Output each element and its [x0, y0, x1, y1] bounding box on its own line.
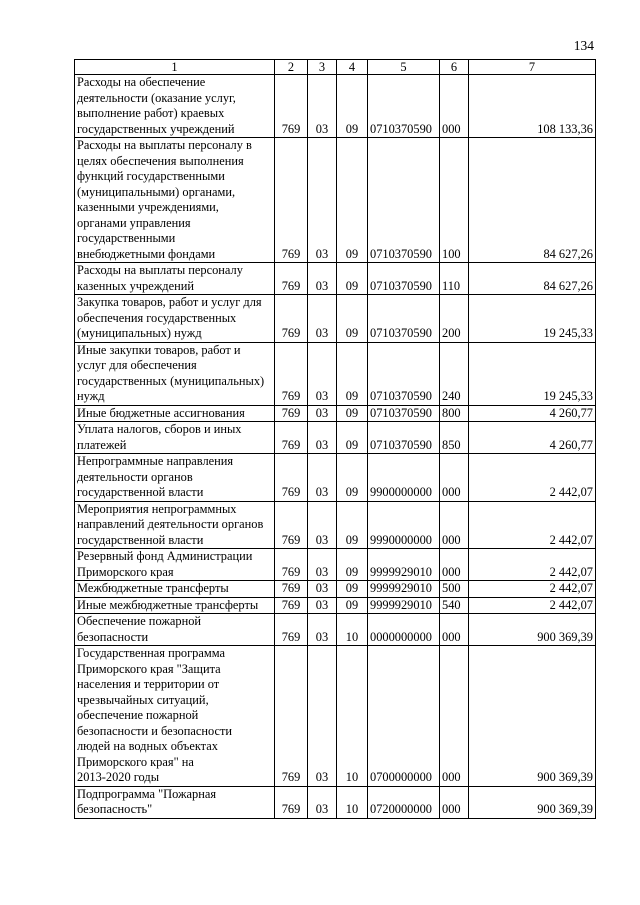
section-code-cell: 03 [308, 405, 337, 422]
row-name-line: Межбюджетные трансферты [77, 581, 229, 595]
row-name-cell [75, 454, 275, 502]
ministry-code-cell: 769 [275, 342, 308, 405]
ministry-code-cell: 769 [275, 501, 308, 549]
subsection-code-cell: 09 [337, 597, 368, 614]
row-name-line: обеспечение пожарной [77, 708, 199, 722]
row-name-line: Расходы на выплаты персоналу в [77, 138, 252, 152]
ministry-code-cell: 769 [275, 549, 308, 581]
row-name-cell [75, 597, 275, 614]
subsection-code-cell: 10 [337, 614, 368, 646]
subsection-code-cell: 10 [337, 646, 368, 787]
row-name-line: Закупка товаров, работ и услуг для [77, 295, 262, 309]
target-article-cell: 9900000000 [368, 454, 440, 502]
table-row [75, 614, 596, 646]
row-name-line: Иные межбюджетные трансферты [77, 597, 259, 612]
row-name-cell [75, 422, 275, 454]
subsection-code-cell: 09 [337, 75, 368, 138]
header-col-5: 5 [368, 60, 440, 75]
ministry-code-cell: 769 [275, 263, 308, 295]
row-name-cell [75, 405, 275, 422]
target-article-cell: 0710370590 [368, 75, 440, 138]
expense-type-cell: 100 [440, 138, 469, 263]
expense-type-cell: 000 [440, 501, 469, 549]
table-row [75, 263, 596, 295]
row-name-line: государственной власти [77, 485, 204, 499]
row-name-line: безопасности и безопасности [77, 723, 233, 738]
row-name-cell [75, 549, 275, 581]
row-name-line: нужд [77, 389, 105, 403]
row-name-line: услуг для обеспечения [77, 358, 197, 372]
row-name-line: (муниципальными) органами, [77, 184, 236, 199]
target-article-cell: 0710370590 [368, 342, 440, 405]
budget-table [74, 59, 596, 819]
section-code-cell: 03 [308, 786, 337, 818]
target-article-cell: 9999929010 [368, 581, 440, 598]
row-name-cell [75, 75, 275, 138]
amount-cell: 2 442,07 [469, 454, 596, 502]
header-col-2: 2 [275, 60, 308, 75]
row-name-line: направлений деятельности органов [77, 517, 264, 531]
row-name-line: населения и территории от [77, 677, 220, 691]
row-name-cell [75, 501, 275, 549]
subsection-code-cell: 10 [337, 786, 368, 818]
row-name-line: Государственная программа [77, 646, 225, 660]
table-row [75, 786, 596, 818]
row-name-line: безопасности [77, 629, 149, 644]
subsection-code-cell: 09 [337, 138, 368, 263]
ministry-code-cell: 769 [275, 581, 308, 598]
section-code-cell: 03 [308, 549, 337, 581]
row-name-line: Приморского края [77, 564, 174, 579]
row-name-line: обеспечения государственных [77, 310, 237, 325]
table-row [75, 454, 596, 502]
row-name-line: Приморского края" на [77, 754, 194, 769]
table-row [75, 405, 596, 422]
header-col-6: 6 [440, 60, 469, 75]
row-name-cell [75, 786, 275, 818]
row-name-line: Расходы на обеспечение [77, 75, 206, 89]
table-row [75, 75, 596, 138]
table-row [75, 295, 596, 343]
table-row [75, 138, 596, 263]
section-code-cell: 03 [308, 646, 337, 787]
amount-cell: 19 245,33 [469, 342, 596, 405]
target-article-cell: 0000000000 [368, 614, 440, 646]
ministry-code-cell: 769 [275, 614, 308, 646]
section-code-cell: 03 [308, 581, 337, 598]
row-name-line: органами управления [77, 215, 191, 230]
subsection-code-cell: 09 [337, 501, 368, 549]
expense-type-cell: 000 [440, 454, 469, 502]
table-body [75, 75, 596, 819]
row-name-line: деятельности (оказание услуг, [77, 90, 236, 105]
row-name-line: внебюджетными фондами [77, 246, 216, 261]
amount-cell: 900 369,39 [469, 786, 596, 818]
subsection-code-cell: 09 [337, 549, 368, 581]
ministry-code-cell: 769 [275, 75, 308, 138]
row-name-cell [75, 614, 275, 646]
subsection-code-cell: 09 [337, 405, 368, 422]
table-row [75, 597, 596, 614]
target-article-cell: 0710370590 [368, 422, 440, 454]
table-row [75, 549, 596, 581]
row-name-line: (муниципальных) нужд [77, 326, 202, 340]
row-name-line: людей на водных объектах [77, 739, 218, 753]
ministry-code-cell: 769 [275, 422, 308, 454]
target-article-cell: 0700000000 [368, 646, 440, 787]
row-name-line: функций государственными [77, 169, 225, 183]
row-name-line: выполнение работ) краевых [77, 106, 225, 120]
section-code-cell: 03 [308, 422, 337, 454]
ministry-code-cell: 769 [275, 646, 308, 787]
subsection-code-cell: 09 [337, 295, 368, 343]
row-name-line: государственными [77, 231, 176, 245]
section-code-cell: 03 [308, 614, 337, 646]
amount-cell: 2 442,07 [469, 581, 596, 598]
amount-cell: 900 369,39 [469, 614, 596, 646]
row-name-line: Приморского края "Защита [77, 661, 221, 676]
section-code-cell: 03 [308, 597, 337, 614]
amount-cell: 4 260,77 [469, 422, 596, 454]
subsection-code-cell: 09 [337, 422, 368, 454]
subsection-code-cell: 09 [337, 263, 368, 295]
ministry-code-cell: 769 [275, 138, 308, 263]
row-name-line: Расходы на выплаты персоналу [77, 263, 243, 277]
expense-type-cell: 800 [440, 405, 469, 422]
subsection-code-cell: 09 [337, 342, 368, 405]
section-code-cell: 03 [308, 342, 337, 405]
amount-cell: 19 245,33 [469, 295, 596, 343]
row-name-line: Мероприятия непрограммных [77, 501, 237, 516]
header-col-7: 7 [469, 60, 596, 75]
target-article-cell: 0720000000 [368, 786, 440, 818]
amount-cell: 84 627,26 [469, 138, 596, 263]
target-article-cell: 0710370590 [368, 263, 440, 295]
row-name-line: казенных учреждений [77, 278, 194, 293]
target-article-cell: 0710370590 [368, 138, 440, 263]
ministry-code-cell: 769 [275, 454, 308, 502]
page-number: 134 [573, 38, 594, 53]
table-row [75, 501, 596, 549]
target-article-cell: 0710370590 [368, 295, 440, 343]
row-name-cell [75, 263, 275, 295]
row-name-line: Уплата налогов, сборов и иных [77, 422, 242, 436]
expense-type-cell: 000 [440, 614, 469, 646]
row-name-line: деятельности органов [77, 469, 193, 484]
table-row [75, 646, 596, 787]
amount-cell: 4 260,77 [469, 405, 596, 422]
target-article-cell: 9990000000 [368, 501, 440, 549]
table-header-row [75, 60, 596, 75]
row-name-line: безопасность" [77, 802, 153, 816]
expense-type-cell: 850 [440, 422, 469, 454]
row-name-line: Иные бюджетные ассигнования [77, 405, 245, 420]
expense-type-cell: 000 [440, 75, 469, 138]
target-article-cell: 9999929010 [368, 549, 440, 581]
ministry-code-cell: 769 [275, 597, 308, 614]
table-row [75, 422, 596, 454]
ministry-code-cell: 769 [275, 405, 308, 422]
section-code-cell: 03 [308, 75, 337, 138]
row-name-line: целях обеспечения выполнения [77, 153, 244, 168]
amount-cell: 2 442,07 [469, 597, 596, 614]
section-code-cell: 03 [308, 295, 337, 343]
expense-type-cell: 110 [440, 263, 469, 295]
table-row [75, 581, 596, 598]
section-code-cell: 03 [308, 263, 337, 295]
subsection-code-cell: 09 [337, 454, 368, 502]
row-name-line: 2013-2020 годы [77, 770, 160, 784]
amount-cell: 2 442,07 [469, 549, 596, 581]
target-article-cell: 0710370590 [368, 405, 440, 422]
row-name-line: казенными учреждениями, [77, 200, 219, 214]
row-name-cell [75, 138, 275, 263]
row-name-line: государственной власти [77, 532, 204, 547]
subsection-code-cell: 09 [337, 581, 368, 598]
row-name-line: Непрограммные направления [77, 454, 234, 468]
row-name-line: Иные закупки товаров, работ и [77, 342, 241, 357]
expense-type-cell: 500 [440, 581, 469, 598]
expense-type-cell: 000 [440, 786, 469, 818]
expense-type-cell: 240 [440, 342, 469, 405]
row-name-line: Резервный фонд Администрации [77, 549, 253, 563]
amount-cell: 84 627,26 [469, 263, 596, 295]
row-name-line: Подпрограмма "Пожарная [77, 786, 217, 801]
amount-cell: 900 369,39 [469, 646, 596, 787]
target-article-cell: 9999929010 [368, 597, 440, 614]
ministry-code-cell: 769 [275, 295, 308, 343]
expense-type-cell: 000 [440, 646, 469, 787]
header-col-1: 1 [75, 60, 275, 75]
section-code-cell: 03 [308, 501, 337, 549]
row-name-cell [75, 342, 275, 405]
row-name-cell [75, 581, 275, 598]
header-col-3: 3 [308, 60, 337, 75]
header-col-4: 4 [337, 60, 368, 75]
expense-type-cell: 000 [440, 549, 469, 581]
amount-cell: 2 442,07 [469, 501, 596, 549]
section-code-cell: 03 [308, 454, 337, 502]
row-name-line: чрезвычайных ситуаций, [77, 692, 209, 707]
section-code-cell: 03 [308, 138, 337, 263]
row-name-line: государственных учреждений [77, 121, 235, 136]
expense-type-cell: 200 [440, 295, 469, 343]
row-name-cell [75, 295, 275, 343]
row-name-line: государственных (муниципальных) [77, 373, 265, 388]
row-name-cell [75, 646, 275, 787]
table-row [75, 342, 596, 405]
ministry-code-cell: 769 [275, 786, 308, 818]
expense-type-cell: 540 [440, 597, 469, 614]
row-name-line: Обеспечение пожарной [77, 614, 202, 628]
row-name-line: платежей [77, 437, 127, 452]
amount-cell: 108 133,36 [469, 75, 596, 138]
